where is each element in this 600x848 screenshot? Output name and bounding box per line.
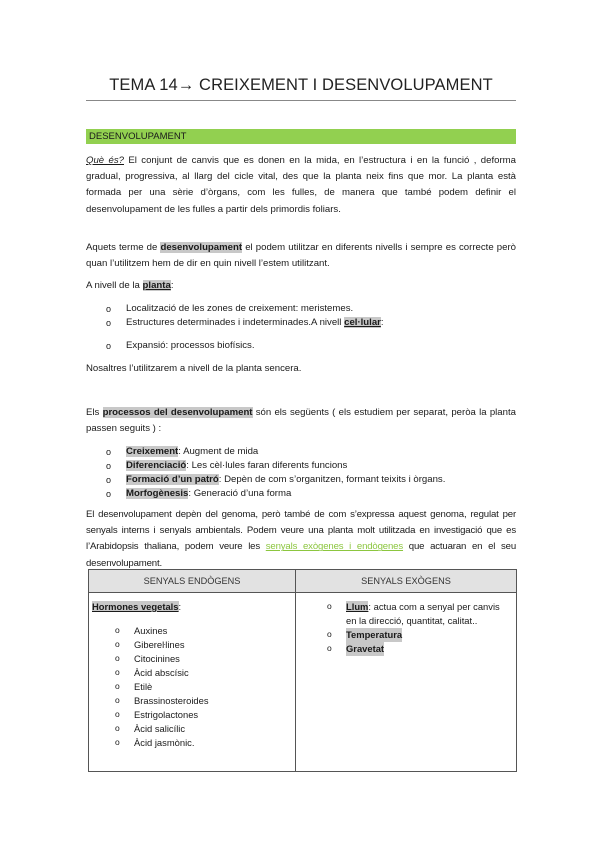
bullet-icon: o	[115, 737, 120, 747]
process-text	[126, 445, 258, 459]
level-colon: :	[170, 280, 174, 291]
hormone-name: Àcid jasmònic.	[134, 737, 195, 748]
term-llum: Llum	[346, 601, 369, 612]
hormone-name: Auxines	[134, 625, 168, 636]
genome-text-a: El desenvolupament depèn del genoma, però també de com s’expressa aquest genoma, regulat per senyals interns i senyals ambientals. Podem veure una planta molt utilitzada en investigació que es l’Arabidopsis thaliana, podem veure les	[86, 509, 516, 553]
bullet-icon: o	[106, 461, 112, 471]
table-header-row	[89, 570, 516, 593]
signals-table	[88, 569, 517, 772]
definition-text: El conjunt de canvis que es donen en la mida, en l’estructura i en la funció , deforma gradual, progressiva, al llarg del cicle vital, des que la planta neix fins que mor. La planta està formada per una sèrie d’òrgans, com les fulles, de manera que també podem definir el desenvolupament de les fulles a partir dels primordis foliars.	[86, 155, 516, 215]
term-cellular: cel·lular	[344, 317, 381, 328]
process-term: Morfogènesis	[126, 488, 189, 499]
process-term: Creixement	[126, 446, 179, 457]
hormone-name: Àcid abscísic	[134, 667, 189, 678]
levels-text-c: el podem utilitzar en diferents nivells i sempre es correcte però quan l’utilitzem hem de dir en quin nivell l’estem utilitzant.	[86, 242, 517, 270]
bullet-icon: o	[327, 601, 332, 611]
process-text	[126, 459, 347, 473]
bullet-icon: o	[106, 475, 112, 485]
bullet-icon: o	[115, 681, 120, 691]
list-item-colon: :	[380, 317, 384, 328]
term-desenvolupament: desenvolupament	[160, 242, 243, 253]
paragraph-definition	[86, 153, 516, 218]
hormone-name: Etilè	[134, 681, 153, 692]
process-desc: : Les cèl·lules faran diferents funcions	[186, 460, 348, 471]
genome-text-c: que actuaran en el seu desenvolupament.	[86, 541, 517, 569]
hormones-colon: :	[178, 601, 182, 612]
section-heading: DESENVOLUPAMENT	[86, 129, 516, 144]
term-processos: processos del desenvolupament	[102, 407, 253, 418]
bullet-icon: o	[106, 318, 112, 328]
term-gravetat: Gravetat	[346, 643, 385, 654]
processes-text-a: Els	[86, 407, 103, 418]
process-desc: : Augment de mida	[178, 446, 259, 457]
level-plant-heading	[86, 279, 173, 293]
paragraph-levels	[86, 240, 516, 272]
process-desc: : Depèn de com s’organitzen, formant teixits i òrgans.	[218, 474, 446, 485]
bullet-icon: o	[115, 667, 120, 677]
process-text	[126, 487, 291, 501]
bullet-icon: o	[115, 625, 120, 635]
bullet-icon: o	[115, 709, 120, 719]
paragraph-genome	[86, 507, 516, 572]
term-temperatura: Temperatura	[346, 629, 403, 640]
whole-plant-note: Nosaltres l’utilitzarem a nivell de la planta sencera.	[86, 363, 302, 374]
llum-desc: : actua com a senyal per canvis	[368, 601, 500, 612]
bullet-icon: o	[327, 643, 332, 653]
hormone-name: Estrigolactones	[134, 709, 199, 720]
bullet-icon: o	[106, 447, 112, 457]
process-term: Formació d’un patró	[126, 474, 219, 485]
link-senyals[interactable]: senyals exògenes i endògenes	[265, 541, 404, 553]
header-endogens: SENYALS ENDÒGENS	[143, 576, 241, 586]
list-item-text: Expansió: processos biofísics.	[126, 340, 255, 351]
list-item-text-a: Estructures determinades i indeterminades.A nivell	[126, 317, 345, 328]
exogen-text	[346, 600, 500, 614]
bullet-icon: o	[327, 629, 332, 639]
hormone-name: Citocinines	[134, 653, 180, 664]
level-text: A nivell de la	[86, 280, 143, 291]
term-hormones: Hormones vegetals	[92, 601, 179, 612]
hormone-name: Brassinosteroides	[134, 695, 209, 706]
hormone-name: Àcid salicílic	[134, 723, 186, 734]
paragraph-processes	[86, 405, 516, 437]
term-planta: planta	[142, 280, 171, 291]
process-text	[126, 473, 445, 487]
process-term: Diferenciació	[126, 460, 187, 471]
bullet-icon: o	[115, 723, 120, 733]
processes-text-c: són els següents ( els estudiem per separat, peròa la planta passen seguits ) :	[86, 407, 516, 435]
title-divider	[86, 100, 516, 101]
bullet-icon: o	[106, 304, 112, 314]
question-label: Què és?	[86, 155, 124, 166]
bullet-icon: o	[106, 341, 112, 351]
bullet-icon: o	[115, 653, 120, 663]
hormone-name: Gibereŀlines	[134, 639, 185, 650]
process-desc: : Generació d’una forma	[188, 488, 292, 499]
bullet-icon: o	[115, 639, 120, 649]
page-title: TEMA 14→ CREIXEMENT I DESENVOLUPAMENT	[109, 76, 493, 94]
list-item-text: Localització de les zones de creixement: meristemes.	[126, 303, 354, 314]
header-exogens: SENYALS EXÒGENS	[361, 576, 451, 586]
bullet-icon: o	[106, 489, 112, 499]
list-item-continuation: en la direcció, quantitat, calitat..	[346, 615, 478, 626]
hormones-title	[92, 600, 181, 614]
list-item-text	[126, 316, 384, 330]
column-divider	[295, 570, 296, 771]
bullet-icon: o	[115, 695, 120, 705]
levels-text-a: Aquets terme de	[86, 242, 161, 253]
